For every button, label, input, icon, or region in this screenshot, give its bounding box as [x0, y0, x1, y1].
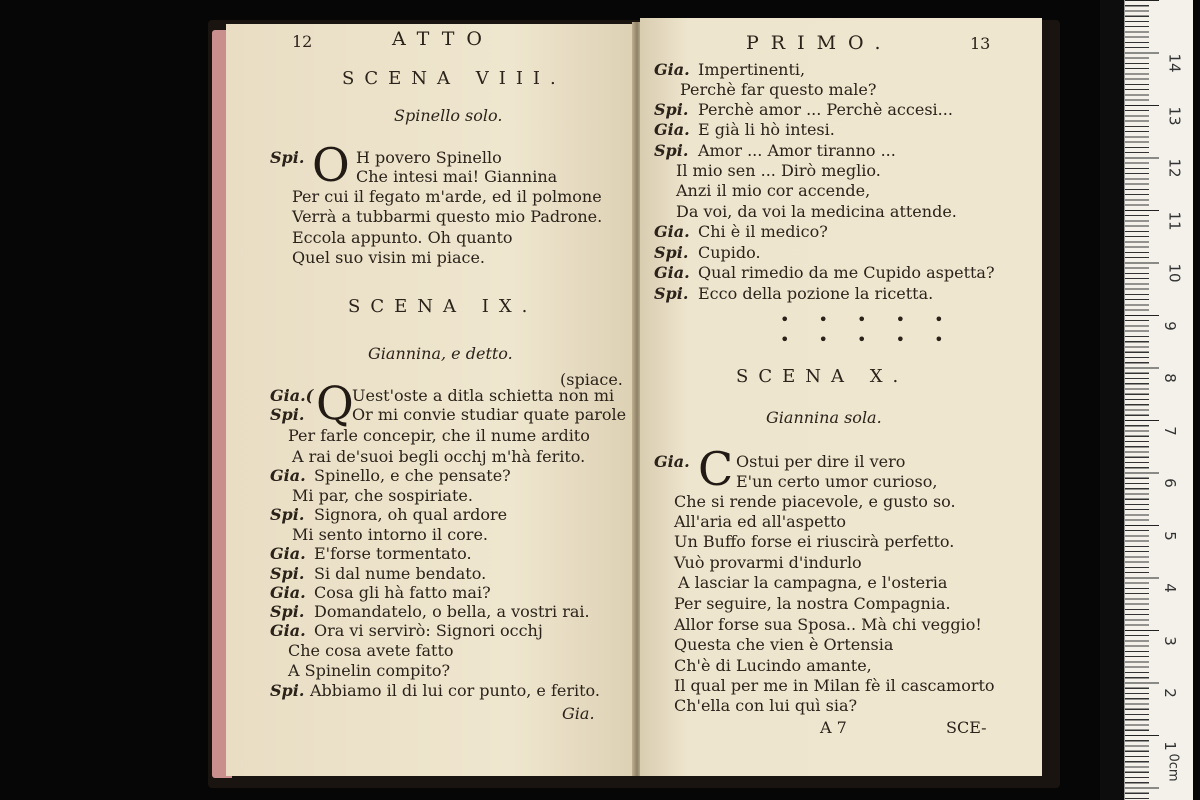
- verse-line: Mi par, che sospiriate.: [292, 486, 473, 505]
- verse-line: Perchè far questo male?: [680, 80, 877, 99]
- speaker-label: Gia.: [654, 263, 690, 282]
- verse-line: Si dal nume bendato.: [314, 564, 487, 583]
- speaker-label: Spi.: [270, 681, 305, 700]
- scene-8-stage-direction: Spinello solo.: [394, 106, 503, 125]
- scene-9-stage-direction: Giannina, e detto.: [368, 344, 513, 363]
- speaker-label: Gia.: [270, 544, 306, 563]
- verse-line: Qual rimedio da me Cupido aspetta?: [698, 263, 995, 282]
- speaker-label: Gia.: [654, 452, 690, 471]
- verse-line: Anzi il mio cor accende,: [676, 181, 871, 200]
- speaker-label: Spi.: [654, 141, 689, 160]
- speaker-label: Gia.: [654, 60, 690, 79]
- verse-line: Verrà a tubbarmi questo mio Padrone.: [292, 207, 603, 226]
- verse-line: Uest'oste a ditla schietta non mi: [352, 386, 615, 405]
- verse-line: Amor ... Amor tiranno ...: [698, 141, 896, 160]
- ruler-number: 8: [1160, 373, 1179, 383]
- verse-line: A rai de'suoi begli occhj m'hà ferito.: [292, 447, 586, 466]
- ruler-number: 7: [1160, 426, 1179, 436]
- drop-cap: C: [698, 442, 734, 496]
- speaker-label: Spi.: [270, 148, 305, 167]
- scene-10-title: SCENA X.: [736, 366, 909, 387]
- verse-line: Cupido.: [698, 243, 761, 262]
- page-number-left: 12: [292, 32, 313, 51]
- verse-line: E già li hò intesi.: [698, 120, 835, 139]
- speaker-label: Gia.: [654, 222, 690, 241]
- speaker-label: Spi.: [270, 505, 305, 524]
- ruler-number: 2: [1160, 688, 1179, 698]
- drop-cap: O: [312, 138, 350, 192]
- ruler-number: 5: [1160, 531, 1179, 541]
- ruler-number: 1: [1160, 741, 1179, 751]
- verse-line: Un Buffo forse ei riuscirà perfetto.: [674, 532, 955, 551]
- verse-line: Impertinenti,: [698, 60, 806, 79]
- measurement-ruler: [1124, 0, 1193, 800]
- speaker-label: Spi.: [654, 243, 689, 262]
- verse-line: Perchè amor ... Perchè accesi...: [698, 100, 953, 119]
- ruler-number: 11: [1165, 211, 1184, 231]
- verse-line: A Spinelin compito?: [288, 661, 451, 680]
- verse-line: Ora vi servirò: Signori occhj: [314, 621, 543, 640]
- verse-line: Il mio sen ... Dirò meglio.: [676, 161, 881, 180]
- ornament-row: • • • • •: [780, 310, 956, 329]
- catchword-left: Gia.: [562, 704, 595, 723]
- ruler-number: 14: [1165, 53, 1184, 73]
- speaker-label: Gia.(: [270, 386, 314, 405]
- ruler-number: 9: [1160, 321, 1179, 331]
- verse-line: H povero Spinello: [356, 148, 502, 167]
- ornament-row: • • • • •: [780, 330, 956, 349]
- verse-line: Abbiamo il di lui cor punto, e ferito.: [310, 681, 600, 700]
- drop-cap: Q: [316, 376, 354, 430]
- left-page: [226, 24, 634, 776]
- verse-overflow: (spiace.: [560, 370, 623, 389]
- verse-line: A lasciar la campagna, e l'osteria: [678, 573, 948, 592]
- right-page: [640, 18, 1042, 776]
- verse-line: Spinello, e che pensate?: [314, 466, 511, 485]
- verse-line: Che cosa avete fatto: [288, 641, 454, 660]
- signature-mark: A 7: [820, 718, 847, 737]
- verse-line: Per farle concepir, che il nume ardito: [288, 426, 590, 445]
- ruler-major-ticks: [1125, 0, 1159, 800]
- speaker-label: Gia.: [270, 621, 306, 640]
- verse-line: Allor forse sua Sposa.. Mà chi veggio!: [674, 615, 982, 634]
- verse-line: Per seguire, la nostra Compagnia.: [674, 594, 951, 613]
- verse-line: Chi è il medico?: [698, 222, 828, 241]
- verse-line: Signora, oh qual ardore: [314, 505, 508, 524]
- verse-line: E'forse tormentato.: [314, 544, 472, 563]
- speaker-label: Spi.: [270, 602, 305, 621]
- background-dark: [1100, 0, 1124, 800]
- running-header-right: PRIMO.: [746, 32, 893, 54]
- speaker-label: Gia.: [270, 466, 306, 485]
- ruler-number: 3: [1160, 636, 1179, 646]
- verse-line: Questa che vien è Ortensia: [674, 635, 894, 654]
- ruler-number: 12: [1165, 158, 1184, 178]
- verse-line: Che si rende piacevole, e gusto so.: [674, 492, 956, 511]
- ruler-unit-label: 0cm: [1165, 753, 1181, 782]
- verse-line: Ecco della pozione la ricetta.: [698, 284, 934, 303]
- verse-line: Or mi convie studiar quate parole: [352, 405, 627, 424]
- speaker-label: Spi.: [270, 564, 305, 583]
- verse-line: Ch'ella con lui quì sia?: [674, 696, 858, 715]
- speaker-label: Spi.: [654, 284, 689, 303]
- running-header-left: ATTO: [392, 28, 494, 50]
- scene-8-title: SCENA VIII.: [342, 68, 566, 89]
- page-number-right: 13: [970, 34, 991, 53]
- verse-line: Cosa gli hà fatto mai?: [314, 583, 491, 602]
- speaker-label: Gia.: [654, 120, 690, 139]
- verse-line: All'aria ed all'aspetto: [674, 512, 847, 531]
- verse-line: Ostui per dire il vero: [736, 452, 906, 471]
- speaker-label: Spi.: [270, 405, 305, 424]
- ruler-number: 10: [1165, 263, 1184, 283]
- verse-line: Che intesi mai! Giannina: [356, 167, 558, 186]
- ruler-number: 6: [1160, 478, 1179, 488]
- speaker-label: Gia.: [270, 583, 306, 602]
- verse-line: Per cui il fegato m'arde, ed il polmone: [292, 187, 602, 206]
- catchword-right: SCE-: [946, 718, 987, 737]
- verse-line: Mi sento intorno il core.: [292, 525, 488, 544]
- verse-line: Domandatelo, o bella, a vostri rai.: [314, 602, 590, 621]
- ruler-number: 13: [1165, 106, 1184, 126]
- verse-line: Il qual per me in Milan fè il cascamorto: [674, 676, 995, 695]
- verse-line: E'un certo umor curioso,: [736, 472, 938, 491]
- verse-line: Quel suo visin mi piace.: [292, 248, 485, 267]
- verse-line: Eccola appunto. Oh quanto: [292, 228, 513, 247]
- scene-9-title: SCENA IX.: [348, 296, 538, 317]
- verse-line: Da voi, da voi la medicina attende.: [676, 202, 957, 221]
- verse-line: Vuò provarmi d'indurlo: [674, 553, 862, 572]
- verse-line: Ch'è di Lucindo amante,: [674, 656, 872, 675]
- scene-10-stage-direction: Giannina sola.: [766, 408, 882, 427]
- speaker-label: Spi.: [654, 100, 689, 119]
- ruler-number: 4: [1160, 583, 1179, 593]
